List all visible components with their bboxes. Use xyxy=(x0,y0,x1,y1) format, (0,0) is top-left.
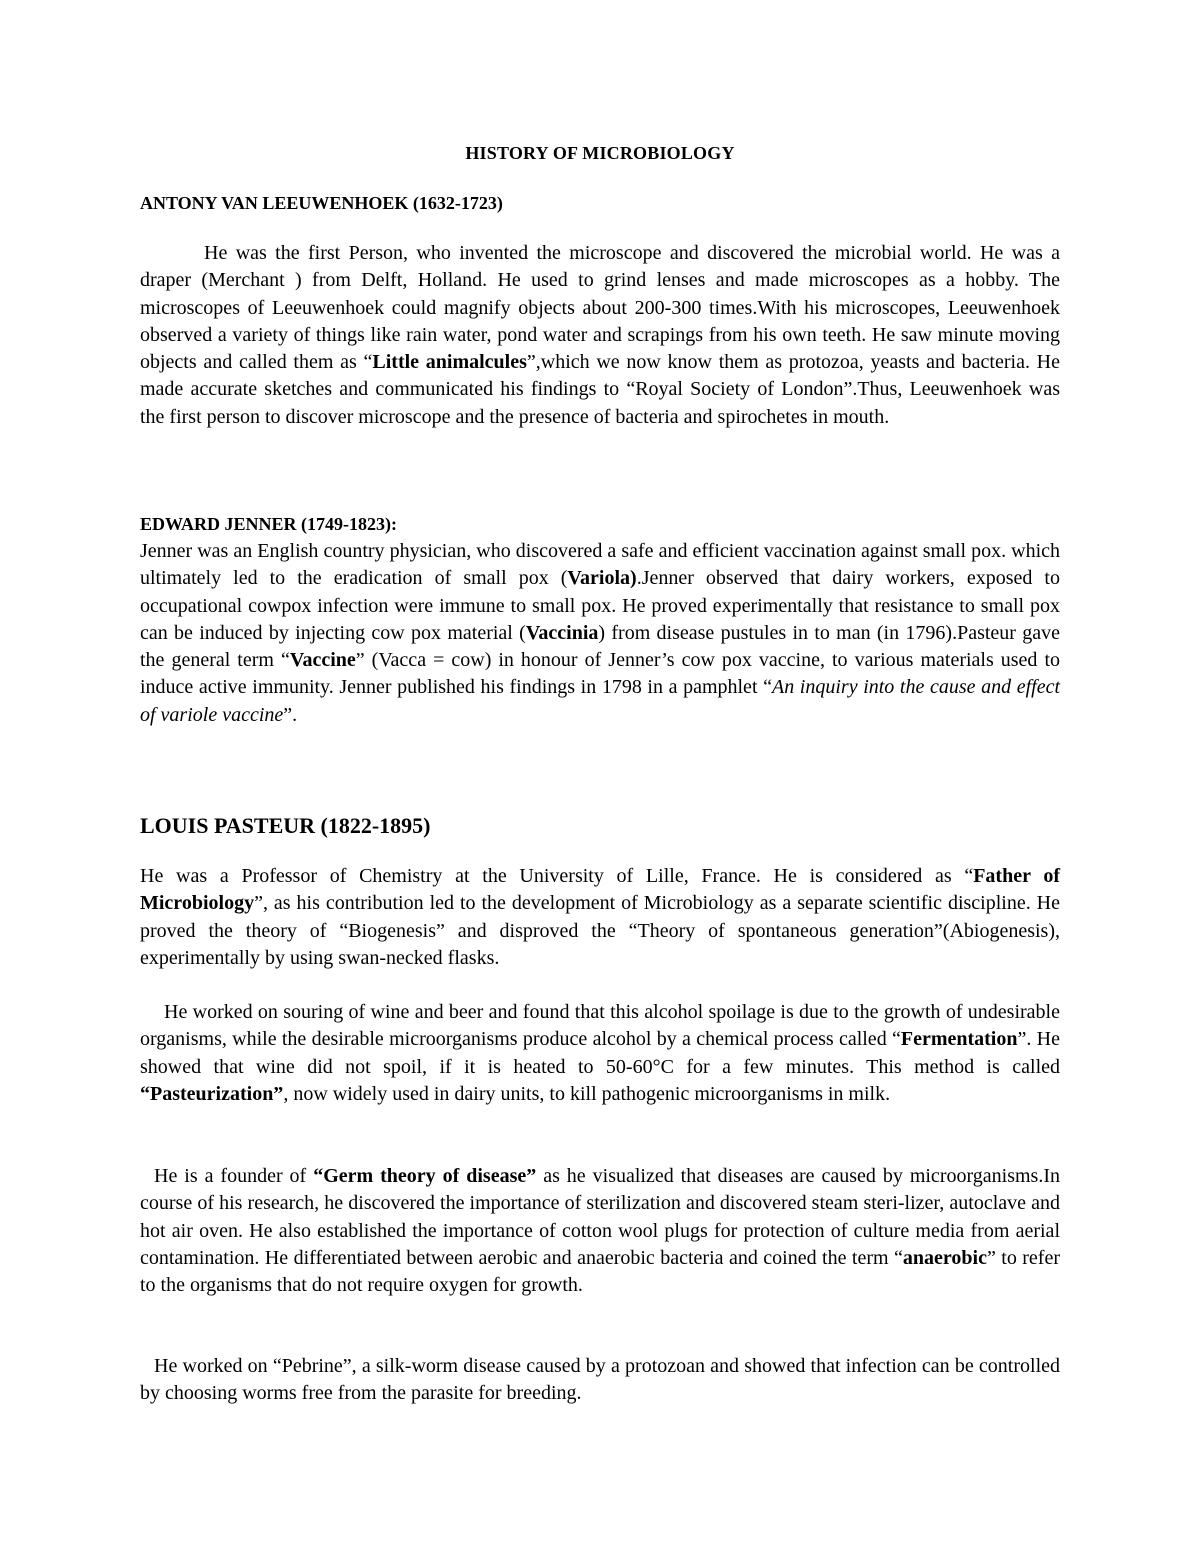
text-run: .Jenner observed that dairy workers, exposed to occupational cowpox infection were immune to small pox. He proved experimentally that resistance to small pox can be induced by injecting cow pox material ( xyxy=(140,567,1060,644)
bold-term: anaerobic xyxy=(902,1246,987,1269)
bold-term: Vaccine xyxy=(289,649,356,672)
text-run: ) from disease pustules in to man (in 1796).Pasteur gave the general term “ xyxy=(140,621,1061,672)
text-run: ”,which we now know them as protozoa, yeasts and bacteria. He made accurate sketches and communicated his findings to “Royal Society of London”.Thus, Leeuwenhoek was the first person to discover microscope and the presence of bacteria and spirochetes in mouth. xyxy=(140,351,1060,428)
text-run: Jenner was an English country physician, who discovered a safe and efficient vaccination against small pox. which ultimately led to the eradication of small pox ( xyxy=(140,540,1060,590)
section-heading-leeuwenhoek: ANTONY VAN LEEUWENHOEK (1632-1723) xyxy=(140,193,503,213)
text-run: ” (Vacca = cow) in honour of Jenner’s cow pox vaccine, to various materials used to induce active immunity. Jenner published his findings in 1798 in a pamphlet “ xyxy=(140,649,1060,699)
italic-title: An inquiry into the cause and effect of variole vaccine xyxy=(140,676,1061,726)
paragraph-leeuwenhoek xyxy=(140,240,1060,431)
bold-term: Vaccinia xyxy=(525,621,599,644)
text-run: He worked on “Pebrine”, a silk-worm disease caused by a protozoan and showed that infection can be controlled by choosing worms free from the parasite for breeding. xyxy=(140,1355,1060,1405)
bold-term: Fermentation xyxy=(900,1028,1018,1051)
paragraph-pasteur-germ-theory xyxy=(140,1163,1060,1299)
paragraph-pasteur-intro xyxy=(140,863,1060,972)
document-title: HISTORY OF MICROBIOLOGY xyxy=(465,143,735,163)
bold-term: Little animalcules xyxy=(372,351,527,374)
text-run: He is a founder of xyxy=(154,1165,314,1187)
text-run: ”. He showed that wine did not spoil, if it is heated to 50-60°C for a few minutes. This method is called xyxy=(140,1028,1060,1078)
text-run: as he visualized that diseases are caused by microorganisms.In course of his research, he discovered the importance of sterilization and discovered steam steri-lizer, autoclave and hot air oven. He also established the importance of cotton wool plugs for protection of culture media from aerial contamination. He differentiated between aerobic and anaerobic bacteria and coined the term “ xyxy=(140,1165,1060,1269)
text-run: He was the first Person, who invented the microscope and discovered the microbial world. He was a draper (Merchant ) from Delft, Holland. He used to grind lenses and made microscopes as a hobby. The microscopes of Leeuwenhoek could magnify objects about 200-300 times.With his microscopes, Leeuwenhoek observed a variety of things like rain water, pond water and scrapings from his own teeth. He saw minute moving objects and called them as “ xyxy=(140,242,1060,374)
bold-term: Variola) xyxy=(567,567,637,590)
bold-term: “Germ theory of disease” xyxy=(313,1165,537,1187)
text-run: He worked on souring of wine and beer and found that this alcohol spoilage is due to the growth of undesirable organisms, while the desirable microorganisms produce alcohol by a chemical process called “ xyxy=(140,1001,1060,1051)
bold-term: Father of Microbiology xyxy=(140,865,1060,915)
paragraph-pasteur-pebrine xyxy=(140,1353,1060,1408)
section-heading-jenner: EDWARD JENNER (1749-1823): xyxy=(140,514,397,534)
text-run: ” to refer to the organisms that do not require oxygen for growth. xyxy=(140,1246,1060,1297)
paragraph-pasteur-fermentation xyxy=(140,999,1060,1108)
bold-term: “Pasteurization” xyxy=(140,1082,284,1105)
text-run: ”, as his contribution led to the development of Microbiology as a separate scientific discipline. He proved the theory of “Biogenesis” and disproved the “Theory of spontaneous generation”(Abiogenesis), experimentally by using swan-necked flasks. xyxy=(140,892,1060,969)
text-run: , now widely used in dairy units, to kill pathogenic microorganisms in milk. xyxy=(283,1082,891,1105)
text-run: ”. xyxy=(283,703,298,726)
section-heading-pasteur: LOUIS PASTEUR (1822-1895) xyxy=(140,813,431,838)
paragraph-jenner xyxy=(140,538,1060,729)
text-run: He was a Professor of Chemistry at the University of Lille, France. He is considered as “ xyxy=(140,865,974,887)
